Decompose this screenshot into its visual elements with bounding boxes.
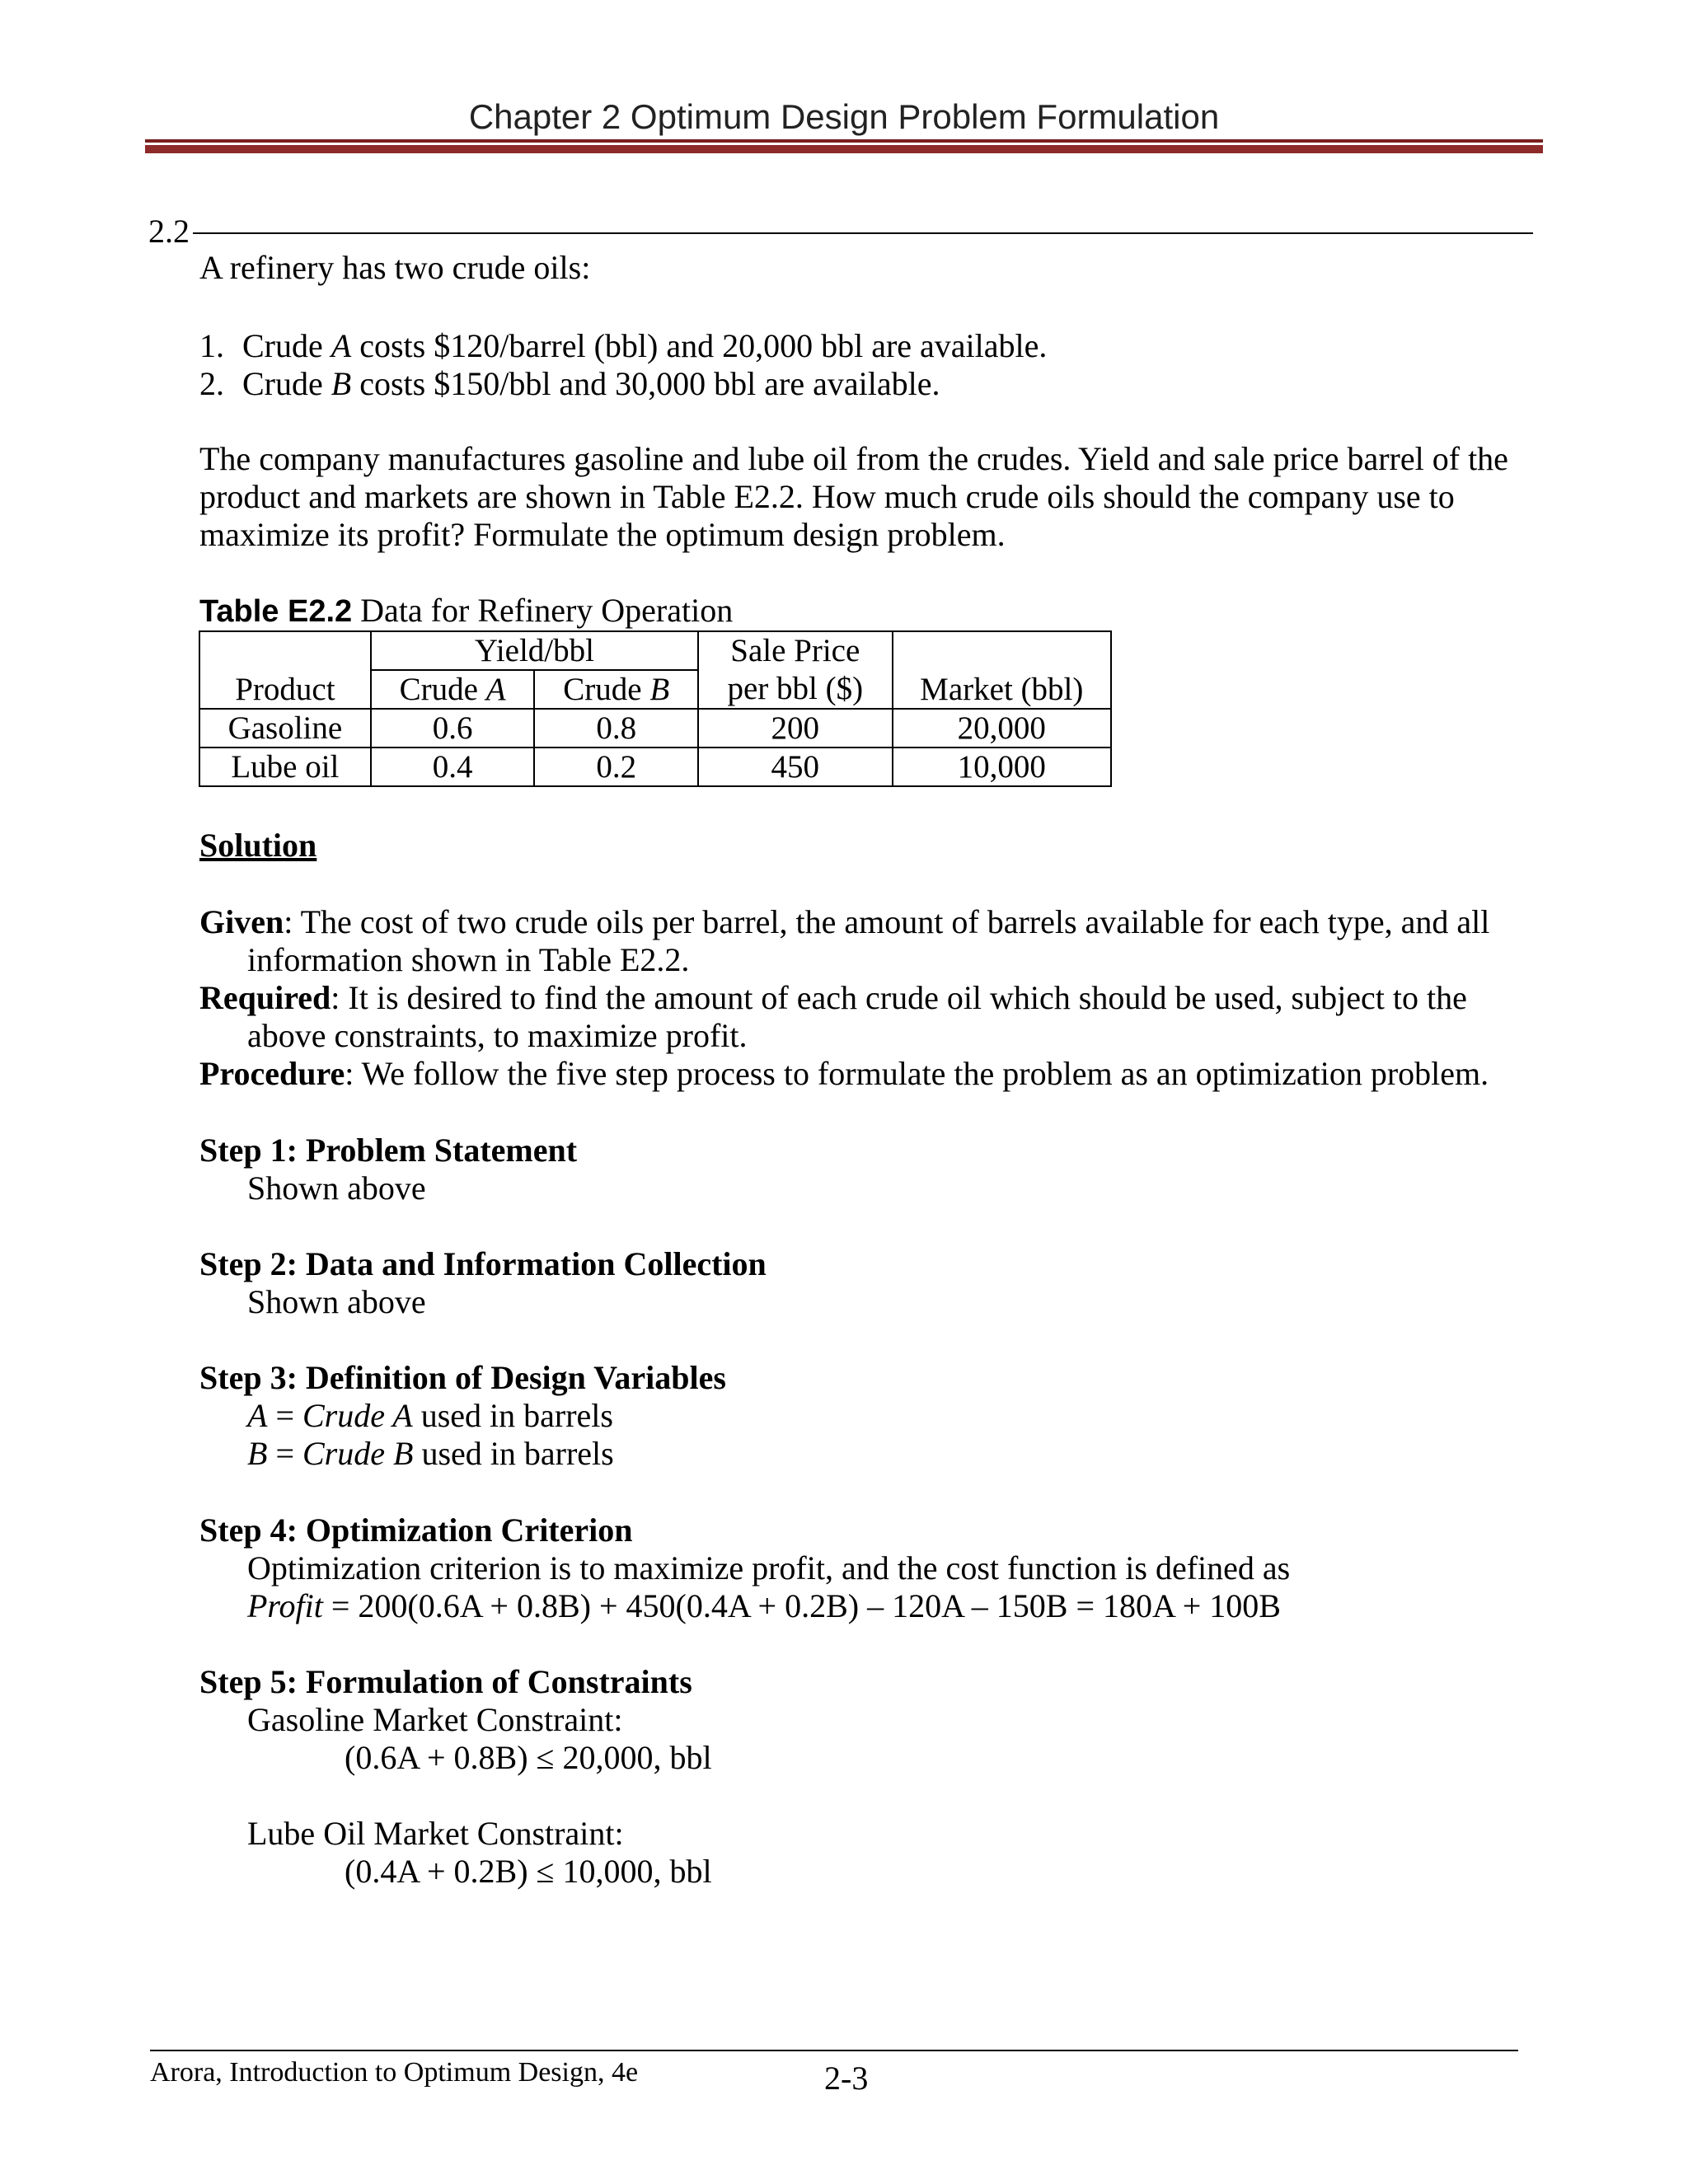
- cell-product: Lube oil: [199, 748, 371, 786]
- cell-product: Gasoline: [199, 709, 371, 748]
- procedure-line: Procedure: We follow the five step process to formulate the problem as an optimization problem.: [199, 1055, 1489, 1092]
- page-number: 2-3: [824, 2060, 869, 2097]
- table-caption-label: Table E2.2: [199, 594, 353, 629]
- procedure-label: Procedure: [199, 1055, 345, 1092]
- header-rule-thin: [145, 139, 1543, 143]
- problem-paragraph-line-1: The company manufactures gasoline and lube oil from the crudes. Yield and sale price barrel of the: [199, 440, 1508, 477]
- step1-body: Shown above: [247, 1169, 426, 1207]
- problem-item-2: [199, 365, 940, 403]
- product-header: Product: [199, 631, 371, 709]
- cell-price: 450: [698, 748, 892, 786]
- given-line-1: Given: The cost of two crude oils per barrel, the amount of barrels available for each type, and all: [199, 903, 1490, 940]
- gasoline-constraint-equation: (0.6A + 0.8B) ≤ 20,000, bbl: [345, 1739, 712, 1776]
- step4-body: Optimization criterion is to maximize profit, and the cost function is defined as: [247, 1549, 1291, 1586]
- step3-title: Step 3: Definition of Design Variables: [199, 1359, 726, 1396]
- lube-constraint-label: Lube Oil Market Constraint:: [247, 1815, 624, 1852]
- step5-title: Step 5: Formulation of Constraints: [199, 1663, 692, 1700]
- item-var: A: [331, 327, 352, 364]
- step1-title: Step 1: Problem Statement: [199, 1132, 578, 1169]
- item-var: B: [331, 365, 352, 402]
- step3-var-b: B = Crude B used in barrels: [247, 1435, 614, 1472]
- problem-rule: [193, 232, 1533, 234]
- item-post: costs $120/barrel (bbl) and 20,000 bbl are available.: [351, 327, 1048, 364]
- problem-intro: A refinery has two crude oils:: [199, 249, 591, 286]
- cell-crude-a: 0.4: [371, 748, 535, 786]
- required-line-2: above constraints, to maximize profit.: [247, 1017, 748, 1054]
- problem-number: 2.2: [148, 213, 190, 250]
- problem-item-1: [199, 327, 1047, 365]
- market-header: Market (bbl): [893, 631, 1112, 709]
- crude-a-header: Crude A: [371, 670, 535, 709]
- cell-crude-b: 0.2: [534, 748, 698, 786]
- header-rule-thick: [145, 145, 1543, 153]
- page-header-title: Chapter 2 Optimum Design Problem Formulation: [468, 97, 1220, 136]
- table-row: [199, 748, 1111, 786]
- gasoline-constraint-label: Gasoline Market Constraint:: [247, 1701, 623, 1738]
- item-number: 1.: [199, 327, 224, 364]
- cell-crude-b: 0.8: [534, 709, 698, 748]
- item-number: 2.: [199, 365, 224, 402]
- table-caption-text: Data for Refinery Operation: [352, 592, 734, 629]
- problem-paragraph-line-3: maximize its profit? Formulate the optimum design problem.: [199, 516, 1006, 553]
- item-pre: Crude: [242, 365, 331, 402]
- given-label: Given: [199, 903, 284, 940]
- table-row: [199, 709, 1111, 748]
- cell-price: 200: [698, 709, 892, 748]
- sale-price-header-1: Sale Price: [698, 631, 892, 670]
- problem-paragraph-line-2: product and markets are shown in Table E2.2. How much crude oils should the company use to: [199, 478, 1455, 515]
- refinery-data-table: [199, 630, 1112, 787]
- footer-rule: [150, 2050, 1518, 2051]
- step4-profit-equation: Profit = 200(0.6A + 0.8B) + 450(0.4A + 0.2B) – 120A – 150B = 180A + 100B: [247, 1587, 1281, 1624]
- lube-constraint-equation: (0.4A + 0.2B) ≤ 10,000, bbl: [345, 1853, 712, 1890]
- step2-title: Step 2: Data and Information Collection: [199, 1245, 767, 1282]
- required-label: Required: [199, 979, 331, 1016]
- cell-market: 20,000: [893, 709, 1112, 748]
- required-line-1: Required: It is desired to find the amount of each crude oil which should be used, subject to the: [199, 979, 1467, 1016]
- yield-header: Yield/bbl: [371, 631, 698, 670]
- cell-crude-a: 0.6: [371, 709, 535, 748]
- given-line-2: information shown in Table E2.2.: [247, 941, 690, 978]
- sale-price-header-2: per bbl ($): [698, 670, 892, 709]
- solution-heading: Solution: [199, 827, 317, 864]
- cell-market: 10,000: [893, 748, 1112, 786]
- item-pre: Crude: [242, 327, 331, 364]
- crude-b-header: Crude B: [534, 670, 698, 709]
- step3-var-a: A = Crude A used in barrels: [247, 1397, 613, 1434]
- step4-title: Step 4: Optimization Criterion: [199, 1511, 633, 1549]
- step2-body: Shown above: [247, 1283, 426, 1320]
- item-post: costs $150/bbl and 30,000 bbl are available.: [351, 365, 940, 402]
- table-caption: [199, 592, 733, 630]
- footer-citation: Arora, Introduction to Optimum Design, 4e: [150, 2057, 639, 2088]
